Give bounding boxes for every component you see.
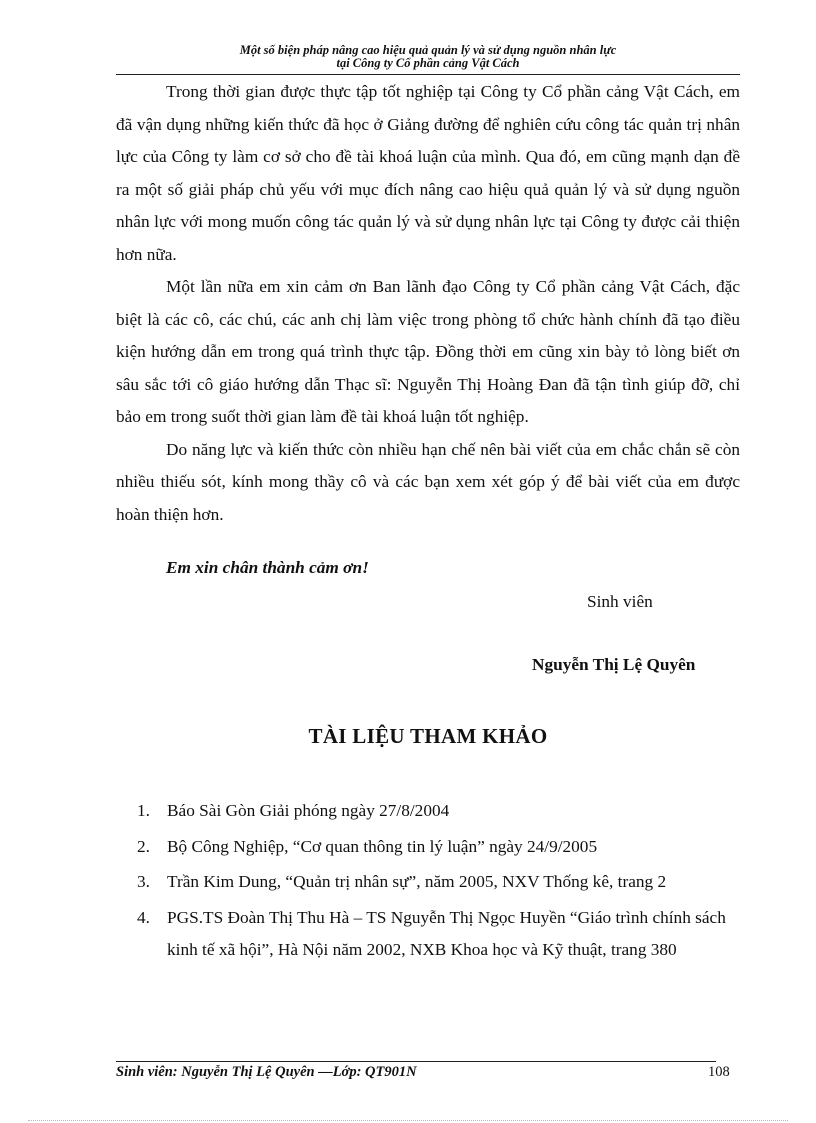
references-list xyxy=(137,795,737,970)
closing-thanks: Em xin chân thành cảm ơn! xyxy=(166,558,369,577)
reference-text: Bộ Công Nghiệp, “Cơ quan thông tin lý luận” ngày 24/9/2005 xyxy=(167,836,598,856)
reference-item xyxy=(137,902,737,967)
reference-number: 1. xyxy=(137,801,150,820)
acknowledgement-body xyxy=(116,76,740,531)
reference-number: 3. xyxy=(137,872,150,891)
references-heading: TÀI LIỆU THAM KHẢO xyxy=(308,724,548,748)
reference-number: 2. xyxy=(137,836,150,856)
reference-text: Trần Kim Dung, “Quản trị nhân sự”, năm 2005, NXV Thống kê, trang 2 xyxy=(167,872,667,891)
header-title-line-2: tại Công ty Cổ phần cảng Vật Cách xyxy=(336,56,520,70)
paragraph: Trong thời gian được thực tập tốt nghiệp tại Công ty Cổ phần cảng Vật Cách, em đã vận dụng những kiến thức đã học ở Giảng đường để nghiên cứu công tác quản trị nhân lực của Công ty làm cơ sở cho đề tài khoá luận của mình. Qua đó, em cũng mạnh dạn đề ra một số giải pháp chủ yếu với mục đích nâng cao hiệu quả quản lý và sử dụng nguồn nhân lực với mong muốn công tác quản lý và sử dụng nhân lực tại Công ty được cải thiện hơn nữa. xyxy=(116,82,740,264)
header-title-line-1: Một số biện pháp nâng cao hiệu quả quản lý và sử dụng nguồn nhân lực xyxy=(239,43,617,57)
reference-item xyxy=(137,866,737,899)
paragraph: Do năng lực và kiến thức còn nhiều hạn chế nên bài viết của em chắc chắn sẽ còn nhiều thiếu sót, kính mong thầy cô và các bạn xem xét góp ý để bài viết của em được hoàn thiện hơn. xyxy=(116,439,740,524)
signature-name: Nguyễn Thị Lệ Quyên xyxy=(532,655,696,674)
reference-item xyxy=(137,831,737,864)
paragraph: Một lần nữa em xin cảm ơn Ban lãnh đạo Công ty Cổ phần cảng Vật Cách, đặc biệt là các cô, các chú, các anh chị làm việc trong phòng tổ chức hành chính đã tạo điều kiện hướng dẫn em trong quá trình thực tập. Đồng thời em cũng xin bày tỏ lòng biết ơn sâu sắc tới cô giáo hướng dẫn Thạc sĩ: Nguyễn Thị Hoàng Đan đã tận tình giúp đỡ, chỉ bảo em trong suốt thời gian làm đề tài khoá luận tốt nghiệp. xyxy=(116,277,740,426)
header-divider xyxy=(116,74,740,75)
page-number: 108 xyxy=(708,1064,730,1080)
reference-text: PGS.TS Đoàn Thị Thu Hà – TS Nguyễn Thị Ngọc Huyền “Giáo trình chính sách kinh tế xã hội”, Hà Nội năm 2002, NXB Khoa học và Kỹ thuật, trang 380 xyxy=(167,907,726,959)
page-edge-divider xyxy=(28,1120,788,1121)
reference-number: 4. xyxy=(137,907,150,927)
reference-item xyxy=(137,795,737,828)
footer-student-info: Sinh viên: Nguyễn Thị Lệ Quyên —Lớp: QT901N xyxy=(116,1064,417,1080)
running-header xyxy=(116,44,740,70)
signature-role: Sinh viên xyxy=(587,592,653,611)
footer-divider xyxy=(116,1061,716,1062)
reference-text: Báo Sài Gòn Giải phóng ngày 27/8/2004 xyxy=(167,801,450,820)
